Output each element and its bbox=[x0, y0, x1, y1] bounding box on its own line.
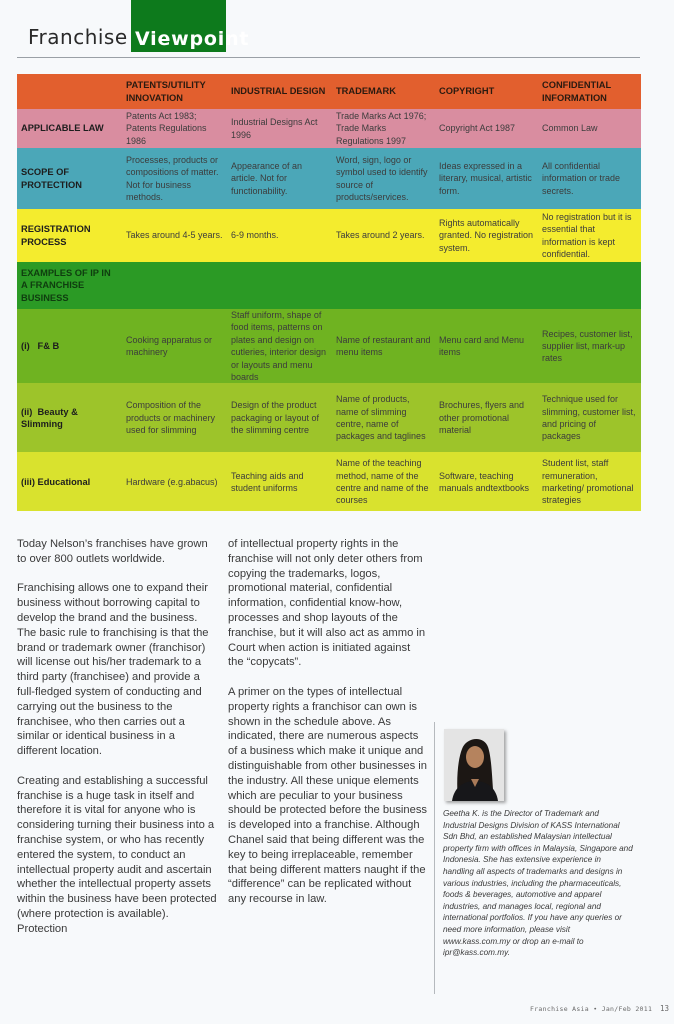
row-label-text: Beauty & Slimming bbox=[21, 406, 78, 429]
ip-comparison-table bbox=[17, 74, 641, 511]
table-cell: Takes around 2 years. bbox=[336, 230, 425, 241]
table-cell: Brochures, flyers and other promotional material bbox=[439, 400, 525, 436]
table-cell: Recipes, customer list, supplier list, mark-up rates bbox=[542, 328, 633, 364]
row-label bbox=[17, 309, 122, 383]
table-cell: Composition of the products or machinery used for slimming bbox=[126, 400, 216, 436]
table-cell: Trade Marks Act 1976; Trade Marks Regulations 1997 bbox=[336, 110, 427, 146]
table-cell: Student list, staff remuneration, marketing/ promotional strategies bbox=[542, 458, 634, 506]
table-cell: Takes around 4-5 years. bbox=[126, 230, 223, 241]
row-label-number: (ii) bbox=[21, 406, 33, 417]
table-row bbox=[17, 383, 641, 452]
table-header-cell: INDUSTRIAL DESIGN bbox=[231, 86, 326, 97]
table-row bbox=[17, 209, 641, 262]
table-cell: Ideas expressed in a literary, musical, artistic form. bbox=[439, 160, 532, 196]
row-label-text: Educational bbox=[37, 476, 91, 487]
table-cell: Rights automatically granted. No registration system. bbox=[439, 217, 534, 253]
table-row bbox=[17, 148, 641, 209]
table-cell: Staff uniform, shape of food items, patterns on plates and design on cutleries, interior design or layouts and menu boards bbox=[231, 310, 327, 383]
author-photo bbox=[444, 729, 504, 801]
table-cell: Industrial Designs Act 1996 bbox=[231, 117, 318, 140]
table-row bbox=[17, 109, 641, 148]
table-cell: Name of the teaching method, name of the centre and name of the courses bbox=[336, 458, 429, 506]
article-paragraph: of intellectual property rights in the franchise will not only deter others from copying the trademarks, logos, promotional material, confidential information, confidential know-how, processes and shop layouts of the franchise, but it will also act as ammo in Court when action is initiated against the “copycats”. bbox=[228, 538, 426, 669]
table-cell: Menu card and Menu items bbox=[439, 334, 525, 358]
table-cell: Name of restaurant and menu items bbox=[336, 334, 431, 358]
page-number: 13 bbox=[660, 1004, 670, 1013]
section-header bbox=[28, 22, 250, 52]
section-title-badge bbox=[131, 0, 250, 52]
article-paragraph: Franchising allows one to expand their business without borrowing capital to develop the brand and the business. The basic rule to franchising is that the brand or trademark owner (franchisor) will license out his/her trademark to a third party (franchisee) and provide a full-fledged system of conducting and carrying out the business to the franchisee, who then carries out a similar or identical business in a different location. bbox=[17, 582, 209, 758]
table-cell: All confidential information or trade secrets. bbox=[542, 160, 621, 196]
table-section-row bbox=[17, 262, 641, 309]
table-header-cell: TRADEMARK bbox=[336, 86, 396, 97]
row-label-text: F& B bbox=[37, 341, 60, 352]
row-label: APPLICABLE LAW bbox=[21, 123, 104, 134]
author-portrait-icon bbox=[444, 729, 504, 801]
table-row bbox=[17, 309, 641, 383]
row-label-number: (i) bbox=[21, 341, 30, 352]
table-header-row bbox=[17, 74, 641, 109]
table-cell: Name of products, name of slimming centre, name of packages and taglines bbox=[336, 394, 426, 442]
table-cell: Word, sign, logo or symbol used to identify source of products/services. bbox=[336, 154, 428, 202]
table-cell: Technique used for slimming, customer list, and pricing of packages bbox=[542, 394, 636, 442]
row-label bbox=[17, 383, 122, 452]
table-cell: Software, teaching manuals andtextbooks bbox=[439, 470, 530, 493]
table-cell-empty bbox=[122, 262, 641, 309]
row-label: REGISTRATION PROCESS bbox=[21, 224, 91, 247]
table-cell: Processes, products or compositions of matter. Not for business methods. bbox=[126, 154, 219, 202]
table-cell: Appearance of an article. Not for functionability. bbox=[231, 160, 303, 196]
table-cell: No registration but it is essential that information is kept confidential. bbox=[542, 211, 632, 259]
article-paragraph: Today Nelson’s franchises have grown to over 800 outlets worldwide. bbox=[17, 538, 208, 565]
table-row bbox=[17, 452, 641, 511]
table-cell: Cooking apparatus or machinery bbox=[126, 334, 213, 358]
table-cell: Copyright Act 1987 bbox=[439, 123, 516, 134]
page-footer: Franchise Asia • Jan/Feb 2011 bbox=[530, 1005, 653, 1013]
header-divider bbox=[17, 57, 640, 58]
article-paragraph: A primer on the types of intellectual property rights a franchisor can own is shown in the schedule above. As indicated, there are numerous aspects of a business which make it unique and distinguishable from other businesses in the industry. All these unique elements which are peculiar to your business should be protected before the business is developed into a franchise. Although Chanel said that being different was the key to being irreplaceable, remember that being different matters naught if the “difference” can be replicated without any recourse in law. bbox=[228, 685, 428, 906]
row-label-number: (iii) bbox=[21, 476, 35, 487]
table-header-cell bbox=[17, 74, 122, 109]
table-cell: Teaching aids and student uniforms bbox=[231, 470, 304, 493]
article-paragraph: Creating and establishing a successful franchise is a huge task in itself and therefore it is vital for anyone who is considering turning their business into a franchise system, or who has recently entered the system, to conduct an intellectual property audit and ascertain whether the intellectual property assets within the business have been protected (where protection is available). Protection bbox=[17, 774, 217, 935]
row-label: SCOPE OF PROTECTION bbox=[21, 167, 82, 190]
row-label bbox=[17, 452, 122, 511]
table-cell: Design of the product packaging or layout of the slimming centre bbox=[231, 400, 320, 436]
table-cell: Patents Act 1983; Patents Regulations 1986 bbox=[126, 110, 207, 146]
sidebar-divider bbox=[434, 722, 435, 994]
section-label: EXAMPLES OF IP IN A FRANCHISE BUSINESS bbox=[21, 267, 111, 303]
table-header-cell: CONFIDENTIAL INFORMATION bbox=[542, 80, 612, 103]
section-title-franchise: Franchise bbox=[28, 25, 128, 49]
article-column-2 bbox=[228, 537, 428, 922]
table-header-cell: PATENTS/UTILITY INNOVATION bbox=[126, 80, 206, 103]
table-cell: Common Law bbox=[542, 123, 598, 134]
table-cell: Hardware (e.g.abacus) bbox=[126, 476, 218, 487]
table-header-cell: COPYRIGHT bbox=[439, 86, 495, 97]
author-bio: Geetha K. is the Director of Trademark and Industrial Designs Division of KASS International Sdn Bhd, an established Malaysian intellectual property firm with offices in Malaysia, Singapore and Indonesia. She has extensive experience in handling all aspects of trademarks and designs in various industries, including the pharmaceuticals, foods & beverages, automotive and apparel industries, and manages local, regional and international portfolios. If you have any queries or need more information, please visit www.kass.com.my or drop an e-mail to ipr@kass.com.my. bbox=[443, 809, 633, 958]
article-column-1 bbox=[17, 537, 217, 951]
section-title-viewpoint: Viewpoint bbox=[135, 28, 250, 50]
table-cell: 6-9 months. bbox=[231, 230, 279, 241]
